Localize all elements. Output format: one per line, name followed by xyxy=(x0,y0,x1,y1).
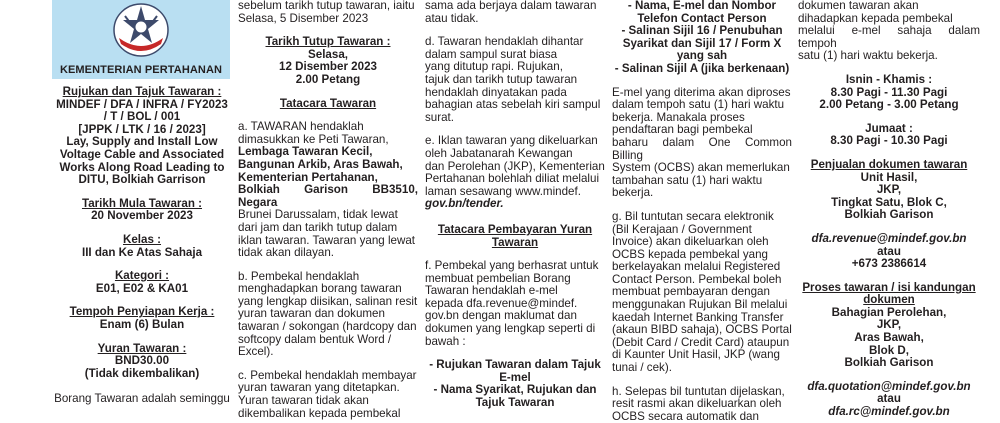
ministry-crest-icon xyxy=(111,2,171,60)
quotation-address-line: JKP, xyxy=(876,318,902,332)
sale-heading: Penjualan dokumen tawaran xyxy=(810,157,968,171)
clause-f-line: bawah : xyxy=(425,334,466,348)
quotation-address-line: Aras Bawah, xyxy=(854,331,924,345)
required-item: Syarikat dan Sijil 17 / Form X xyxy=(622,36,782,50)
period-value: Enam (6) Bulan xyxy=(99,317,185,331)
column-1 xyxy=(52,0,232,404)
text-line: satu (1) hari waktu bekerja. xyxy=(798,49,938,63)
text-line: melalui e-mel sahaja dalam tempoh xyxy=(798,24,980,50)
clause-f-line[interactable]: kepada dfa.revenue@mindef. xyxy=(425,296,578,310)
clause-f-line: dokumen yang lengkap seperti di xyxy=(425,322,596,336)
clause-g-line: membuat pembayaran dengan xyxy=(612,285,770,299)
reference-line: [JPPK / LTK / 16 / 2023] xyxy=(78,122,206,136)
clause-d-line: hendaklah dinyatakan pada xyxy=(425,85,567,99)
open-date-value: 20 November 2023 xyxy=(91,209,193,223)
clause-a-line: tidak akan dilayan. xyxy=(238,246,335,260)
clause-g-line: berkelayakan melalui Registered xyxy=(612,260,781,274)
processing-line: baharu dalam One Common Billing xyxy=(612,135,792,162)
hours-heading: Isnin - Khamis : xyxy=(845,72,933,86)
sale-address-line: Unit Hasil, xyxy=(860,170,918,184)
or-text: atau xyxy=(877,244,901,258)
clause-a-line: Brunei Darussalam, tidak lewat xyxy=(238,208,398,222)
processing-line: System (OCBS) akan memerlukan xyxy=(612,161,790,175)
clause-b-line: yang lengkap diisikan, salinan resit xyxy=(238,294,418,308)
close-date-heading: Tarikh Tutup Tawaran : xyxy=(265,35,391,49)
period-heading: Tempoh Penyiapan Kerja : xyxy=(69,305,215,319)
clause-g-line: g. Bil tuntutan secara elektronik xyxy=(612,209,774,223)
clause-g-line: menggunakan Rujukan Bil melalui xyxy=(612,298,788,312)
sale-address-line: Bolkiah Garison xyxy=(844,208,934,222)
hours-value: 8.30 Pagi - 11.30 Pagi xyxy=(830,85,948,99)
payment-heading: Tatacara Pembayaran Yuran xyxy=(437,222,593,236)
clause-a-line: Bolkiah Garison BB3510, Negara xyxy=(238,183,418,209)
close-date-line: 12 Disember 2023 xyxy=(279,60,377,74)
clause-b-line: yuran tawaran dan dokumen xyxy=(238,307,385,321)
reference-line: MINDEF / DFA / INFRA / FY2023 xyxy=(56,97,228,111)
clause-d-line: tajuk dan tarikh tutup tawaran xyxy=(425,72,578,86)
clause-f-line: Tawaran hendaklah e-mel xyxy=(425,284,558,298)
processing-line: E-mel yang diterima akan diproses xyxy=(612,85,791,99)
required-item: yang sah xyxy=(676,49,728,63)
column-3 xyxy=(425,0,605,410)
category-heading: Kategori : xyxy=(114,269,170,283)
reference-line: Lay, Supply and Install Low xyxy=(66,135,218,149)
processing-line: tambahan satu (1) hari waktu xyxy=(612,173,763,187)
required-item: - Nama Syarikat, Rujukan dan xyxy=(433,383,597,397)
reference-line: / T / BOL / 001 xyxy=(103,110,181,124)
clause-a-line: Kementerian Pertahanan, xyxy=(238,170,378,184)
clause-b-line: tawaran / sokongan (hardcopy dan xyxy=(238,320,417,334)
required-item: Telefon Contact Person xyxy=(637,11,767,25)
sale-address-line: JKP, xyxy=(876,183,902,197)
clause-g-line: OCBS kepada pembekal yang xyxy=(612,247,768,261)
clause-g-line: (Debit Card / Credit Card) ataupun xyxy=(612,335,790,349)
quotation-email-link[interactable]: dfa.quotation@mindef.gov.bn xyxy=(807,379,971,393)
required-item: - Salinan Sijil 16 / Penubuhan xyxy=(621,24,783,38)
or-text: atau xyxy=(877,392,901,406)
close-date-line: Selasa, xyxy=(308,47,348,61)
reference-heading: Rujukan dan Tajuk Tawaran : xyxy=(62,85,222,98)
text-line: dokumen tawaran akan xyxy=(798,0,919,12)
column-5 xyxy=(798,0,980,419)
clause-c-line: Yuran tawaran tidak akan xyxy=(238,394,369,408)
column-2 xyxy=(238,0,418,420)
clause-d-line: surat. xyxy=(425,110,454,124)
clause-a-line: Bangunan Arkib, Aras Bawah, xyxy=(238,157,403,171)
processing-line: dalam tempoh satu (1) hari waktu xyxy=(612,98,785,112)
clause-f-line: membuat pembelian Borang xyxy=(425,271,571,285)
clause-g-line: tunai / cek). xyxy=(612,361,672,375)
clause-d-line: bahagian atas sebelah kiri sampul xyxy=(425,98,601,112)
clause-e-line: Pertahanan bolehlah diliat melalui xyxy=(425,172,600,186)
revenue-email-link[interactable]: dfa.revenue@mindef.gov.bn xyxy=(811,231,967,245)
clause-e-line[interactable]: laman sesawang www.mindef. xyxy=(425,184,581,198)
quotation-address-line: Bolkiah Garison xyxy=(844,356,934,370)
text-line: atau tidak. xyxy=(425,11,479,25)
processing-line: pendaftaran bagi pembekal xyxy=(612,123,753,137)
class-value: III dan Ke Atas Sahaja xyxy=(81,245,203,259)
clause-e-line: dan Perolehan (JKP), Kementerian xyxy=(425,159,605,173)
column-4 xyxy=(612,0,792,423)
clause-b-line: b. Pembekal hendaklah xyxy=(238,269,360,283)
clause-b-line: softcopy dalam bentuk Word / xyxy=(238,332,392,346)
clause-a-line: iklan tawaran. Tawaran yang lewat xyxy=(238,233,416,247)
clause-h-line: h. Selepas bil tuntutan dijelaskan, xyxy=(612,384,785,398)
clause-a-line: Lembaga Tawaran Kecil, xyxy=(238,145,373,159)
fee-value: BND30.00 xyxy=(114,354,170,368)
clause-d-line: d. Tawaran hendaklah dihantar xyxy=(425,35,584,49)
text-line: sama ada berjaya dalam tawaran xyxy=(425,0,597,12)
clause-b-line: Excel). xyxy=(238,345,274,359)
text-line: Selasa, 5 Disember 2023 xyxy=(238,11,369,25)
clause-c-line: yuran tawaran yang ditetapkan. xyxy=(238,381,400,395)
text-line: sebelum tarikh tutup tawaran, iaitu xyxy=(238,0,415,12)
procedure-heading: Tatacara Tawaran xyxy=(279,96,377,110)
clause-c-line: dikembalikan kepada pembekal xyxy=(238,406,401,420)
processing-line: bekerja. Manakala proses xyxy=(612,110,745,124)
clause-d-line: yang ditutup rapi. Rujukan, xyxy=(425,60,563,74)
processing-line: bekerja. xyxy=(612,186,654,200)
tender-website-link[interactable]: gov.bn/tender. xyxy=(425,197,504,211)
reference-line: Voltage Cable and Associated xyxy=(59,147,225,161)
payment-heading: Tawaran xyxy=(491,235,539,249)
clause-f-line: gov.bn dengan maklumat dan xyxy=(425,309,577,323)
category-value: E01, E02 & KA01 xyxy=(95,281,189,295)
clause-c-line: c. Pembekal hendaklah membayar xyxy=(238,368,417,382)
clause-h-line: OCBS secara automatik dan xyxy=(612,409,759,423)
hours-value: 2.00 Petang - 3.00 Petang xyxy=(819,98,959,112)
reference-line: Works Along Road Leading to xyxy=(59,160,225,174)
clause-a-line: dimasukkan ke Peti Tawaran, xyxy=(238,132,389,146)
clause-g-line: (akaun BIBD sahaja), OCBS Portal xyxy=(612,323,792,337)
quotation-address-line: Bahagian Perolehan, xyxy=(831,305,947,319)
close-date-line: 2.00 Petang xyxy=(295,72,361,86)
clause-e-line: oleh Jabatanarah Kewangan xyxy=(425,146,573,160)
phone-number: +673 2386614 xyxy=(851,257,927,271)
fee-heading: Yuran Tawaran : xyxy=(97,341,187,355)
class-heading: Kelas : xyxy=(122,232,162,246)
clause-g-line: Invoice) akan dikeluarkan oleh xyxy=(612,235,769,249)
clause-d-line: dalam sampul surat biasa xyxy=(425,47,558,61)
clause-h-line: resit rasmi akan dikeluarkan oleh xyxy=(612,397,782,411)
quotation-address-line: Blok D, xyxy=(869,343,909,357)
required-item: - Rujukan Tawaran dalam Tajuk xyxy=(429,358,601,372)
clause-e-line: e. Iklan tawaran yang dikeluarkan xyxy=(425,134,598,148)
clause-b-line: menghadapkan borang tawaran xyxy=(238,282,402,296)
clause-f-line: f. Pembekal yang berhasrat untuk xyxy=(425,259,599,273)
reference-line: DITU, Bolkiah Garrison xyxy=(78,173,206,187)
rc-email-link[interactable]: dfa.rc@mindef.gov.bn xyxy=(828,405,950,419)
clause-a-line: dari jam dan tarikh tutup dalam xyxy=(238,220,398,234)
clause-a-line: a. TAWARAN hendaklah xyxy=(238,120,364,134)
ministry-name: KEMENTERIAN PERTAHANAN xyxy=(59,64,223,77)
open-date-heading: Tarikh Mula Tawaran : xyxy=(81,196,203,210)
sale-address-line: Tingkat Satu, Blok C, xyxy=(831,195,947,209)
clause-g-line: (Bil Kerajaan / Government xyxy=(612,222,752,236)
ministry-banner xyxy=(52,0,230,79)
form-availability-text: Borang Tawaran adalah seminggu xyxy=(54,392,230,406)
hours-heading: Jumaat : xyxy=(865,121,913,135)
required-item: - Salinan Sijil A (jika berkenaan) xyxy=(614,61,790,75)
text-line: dihadapkan kepada pembekal xyxy=(798,11,953,25)
required-item: Tajuk Tawaran xyxy=(475,396,555,410)
clause-g-line: di Kaunter Unit Hasil, JKP (wang xyxy=(612,348,780,362)
hours-value: 8.30 Pagi - 10.30 Pagi xyxy=(830,134,948,148)
clause-g-line: Contact Person. Pembekal boleh xyxy=(612,272,782,286)
fee-note: (Tidak dikembalikan) xyxy=(84,366,200,380)
quotation-heading: Proses tawaran / isi kandungan xyxy=(802,280,976,294)
quotation-heading: dokumen xyxy=(863,293,915,307)
required-item: E-mel xyxy=(499,370,531,384)
clause-g-line: kaedah Internet Banking Transfer xyxy=(612,310,784,324)
required-item: - Nama, E-mel dan Nombor xyxy=(627,0,777,12)
